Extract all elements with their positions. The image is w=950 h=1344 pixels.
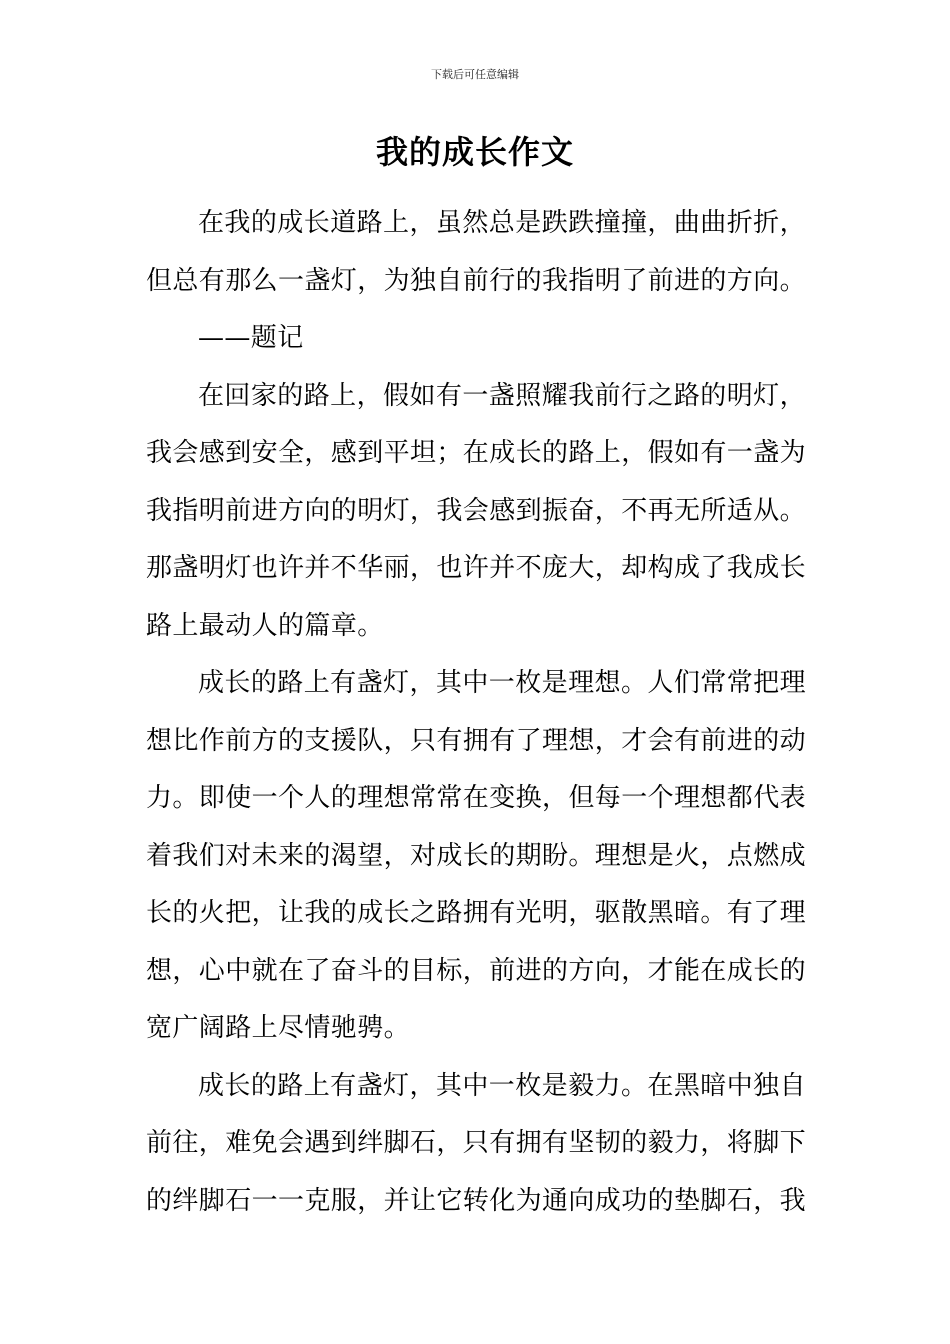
- header-note: 下载后可任意编辑: [431, 68, 519, 81]
- paragraph-epigraph: 在我的成长道路上，虽然总是跌跌撞撞，曲曲折折，但总有那么一盏灯，为独自前行的我指明了前进的方向。: [146, 208, 807, 296]
- document-body: [146, 195, 806, 1230]
- paragraph-perseverance: 成长的路上有盏灯，其中一枚是毅力。在黑暗中独自前往，难免会遇到绊脚石，只有拥有坚韧的毅力，将脚下的绊脚石一一克服，并让它转化为通向成功的垫脚石，我: [146, 1070, 807, 1216]
- paragraph-ideal: 成长的路上有盏灯，其中一枚是理想。人们常常把理想比作前方的支援队，只有拥有了理想，才会有前进的动力。即使一个人的理想常常在变换，但每一个理想都代表着我们对未来的渴望，对成长的期盼。理想是火，点燃成长的火把，让我的成长之路拥有光明，驱散黑暗。有了理想，心中就在了奋斗的目标，前进的方向，才能在成长的宽广阔路上尽情驰骋。: [146, 668, 807, 1043]
- paragraph-intro: 在回家的路上，假如有一盏照耀我前行之路的明灯，我会感到安全，感到平坦；在成长的路上，假如有一盏为我指明前进方向的明灯，我会感到振奋，不再无所适从。那盏明灯也许并不华丽，也许并不庞大，却构成了我成长路上最动人的篇章。: [146, 380, 807, 641]
- document-title: 我的成长作文: [375, 133, 574, 171]
- paragraph-epigraph-attribution: ——题记: [198, 323, 304, 353]
